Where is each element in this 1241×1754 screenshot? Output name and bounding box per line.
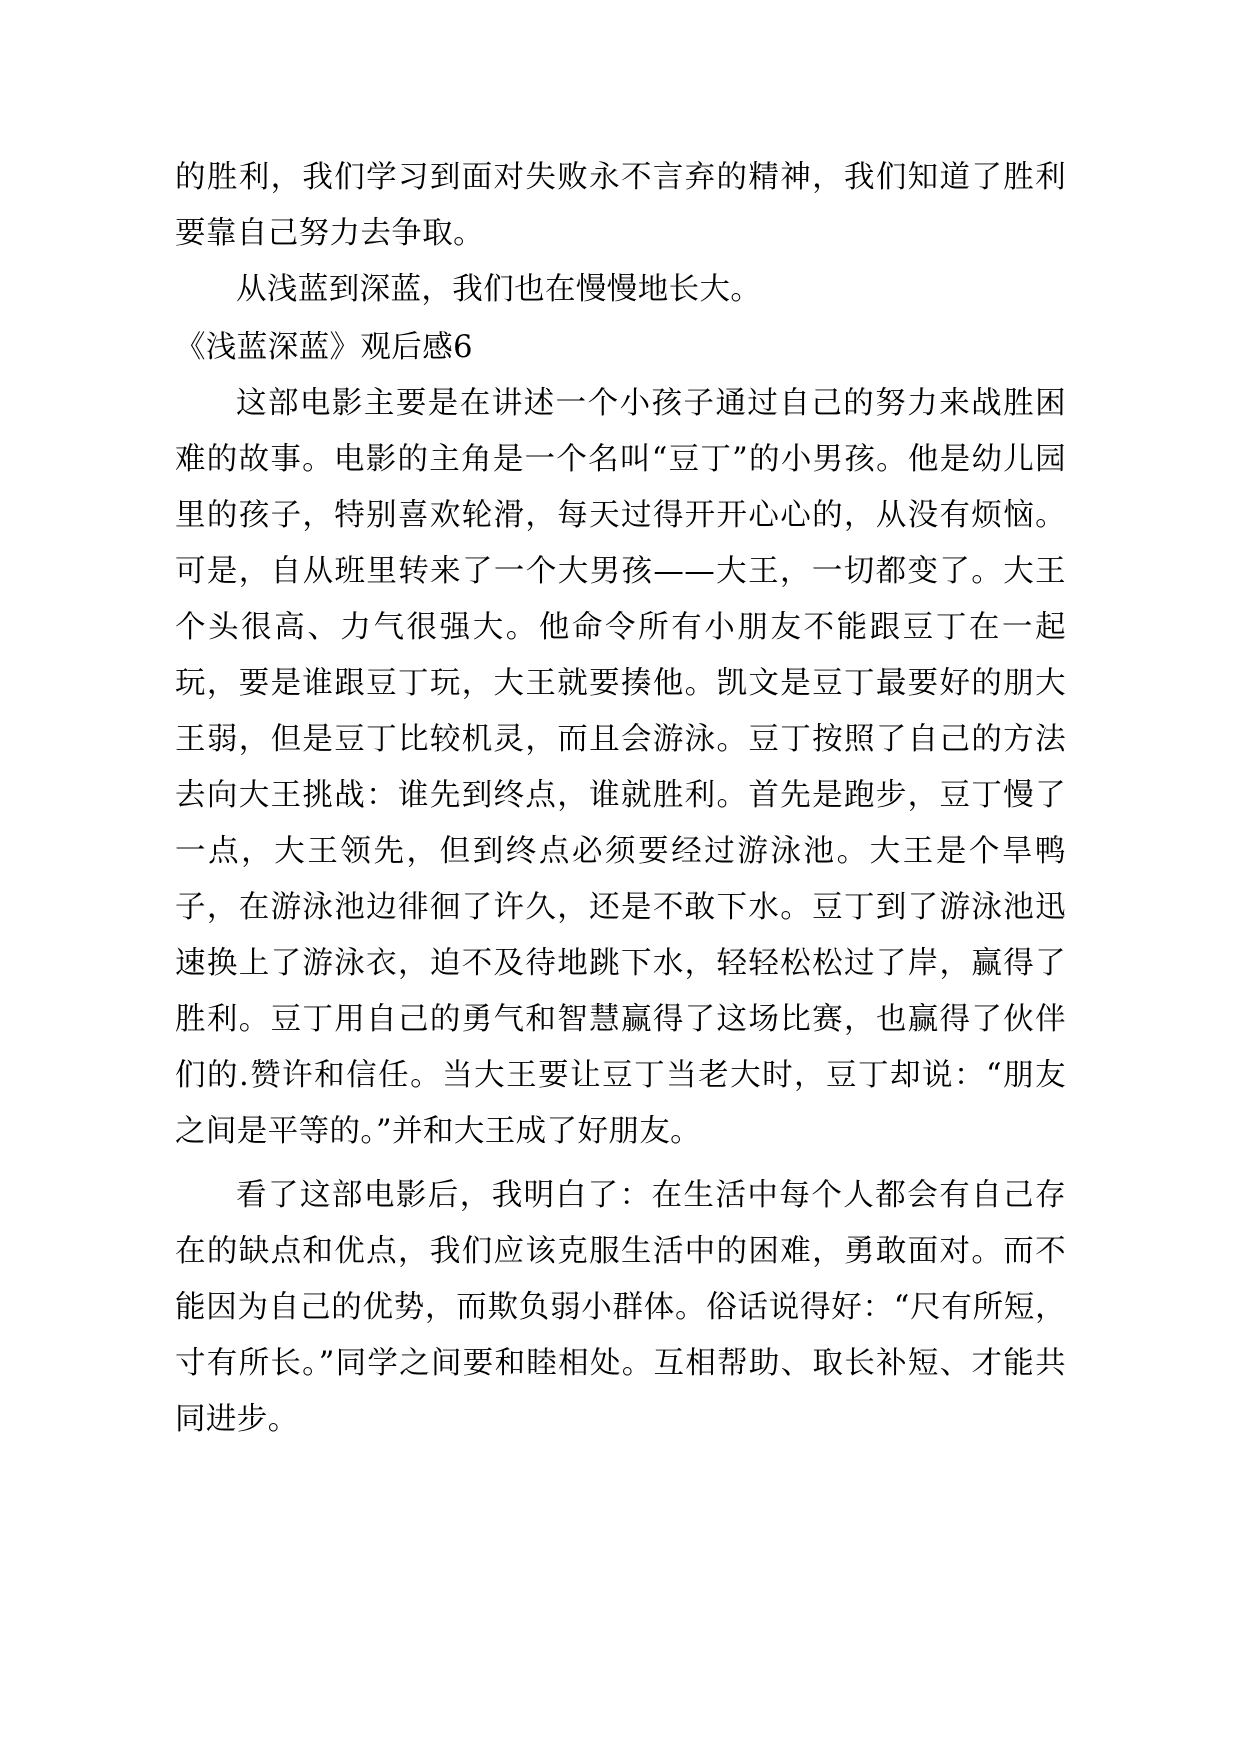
paragraph-plot-summary: 这部电影主要是在讲述一个小孩子通过自己的努力来战胜困难的故事。电影的主角是一个名叫“豆丁”的小男孩。他是幼儿园里的孩子，特别喜欢轮滑，每天过得开开心心的，从没有烦恼。可是，自从班里转来了一个大男孩——大王，一切都变了。大王个头很高、力气很强大。他命令所有小朋友不能跟豆丁在一起玩，要是谁跟豆丁玩，大王就要揍他。凯文是豆丁最要好的朋大王弱，但是豆丁比较机灵，而且会游泳。豆丁按照了自己的方法去向大王挑战：谁先到终点，谁就胜利。首先是跑步，豆丁慢了一点，大王领先，但到终点必须要经过游泳池。大王是个旱鸭子，在游泳池边徘徊了许久，还是不敢下水。豆丁到了游泳池迅速换上了游泳衣，迫不及待地跳下水，轻轻松松过了岸，赢得了胜利。豆丁用自己的勇气和智慧赢得了这场比赛，也赢得了伙伴们的.赞许和信任。当大王要让豆丁当老大时，豆丁却说：“朋友之间是平等的。”并和大王成了好朋友。 (175, 386, 1066, 1149)
paragraph-reflection: 看了这部电影后，我明白了：在生活中每个人都会有自己存在的缺点和优点，我们应该克服生活中的困难，勇敢面对。而不能因为自己的优势，而欺负弱小群体。俗话说得好：“尺有所短，寸有所长。”同学之间要和睦相处。互相帮助、取长补短、才能共同进步。 (175, 1178, 1066, 1437)
paragraph-continued: 的胜利，我们学习到面对失败永不言弃的精神，我们知道了胜利要靠自己努力去争取。 (175, 160, 1066, 251)
section-heading: 《浅蓝深蓝》观后感6 (175, 330, 473, 365)
paragraph-growing-up: 从浅蓝到深蓝，我们也在慢慢地长大。 (236, 272, 762, 307)
document-body (175, 150, 1066, 1448)
